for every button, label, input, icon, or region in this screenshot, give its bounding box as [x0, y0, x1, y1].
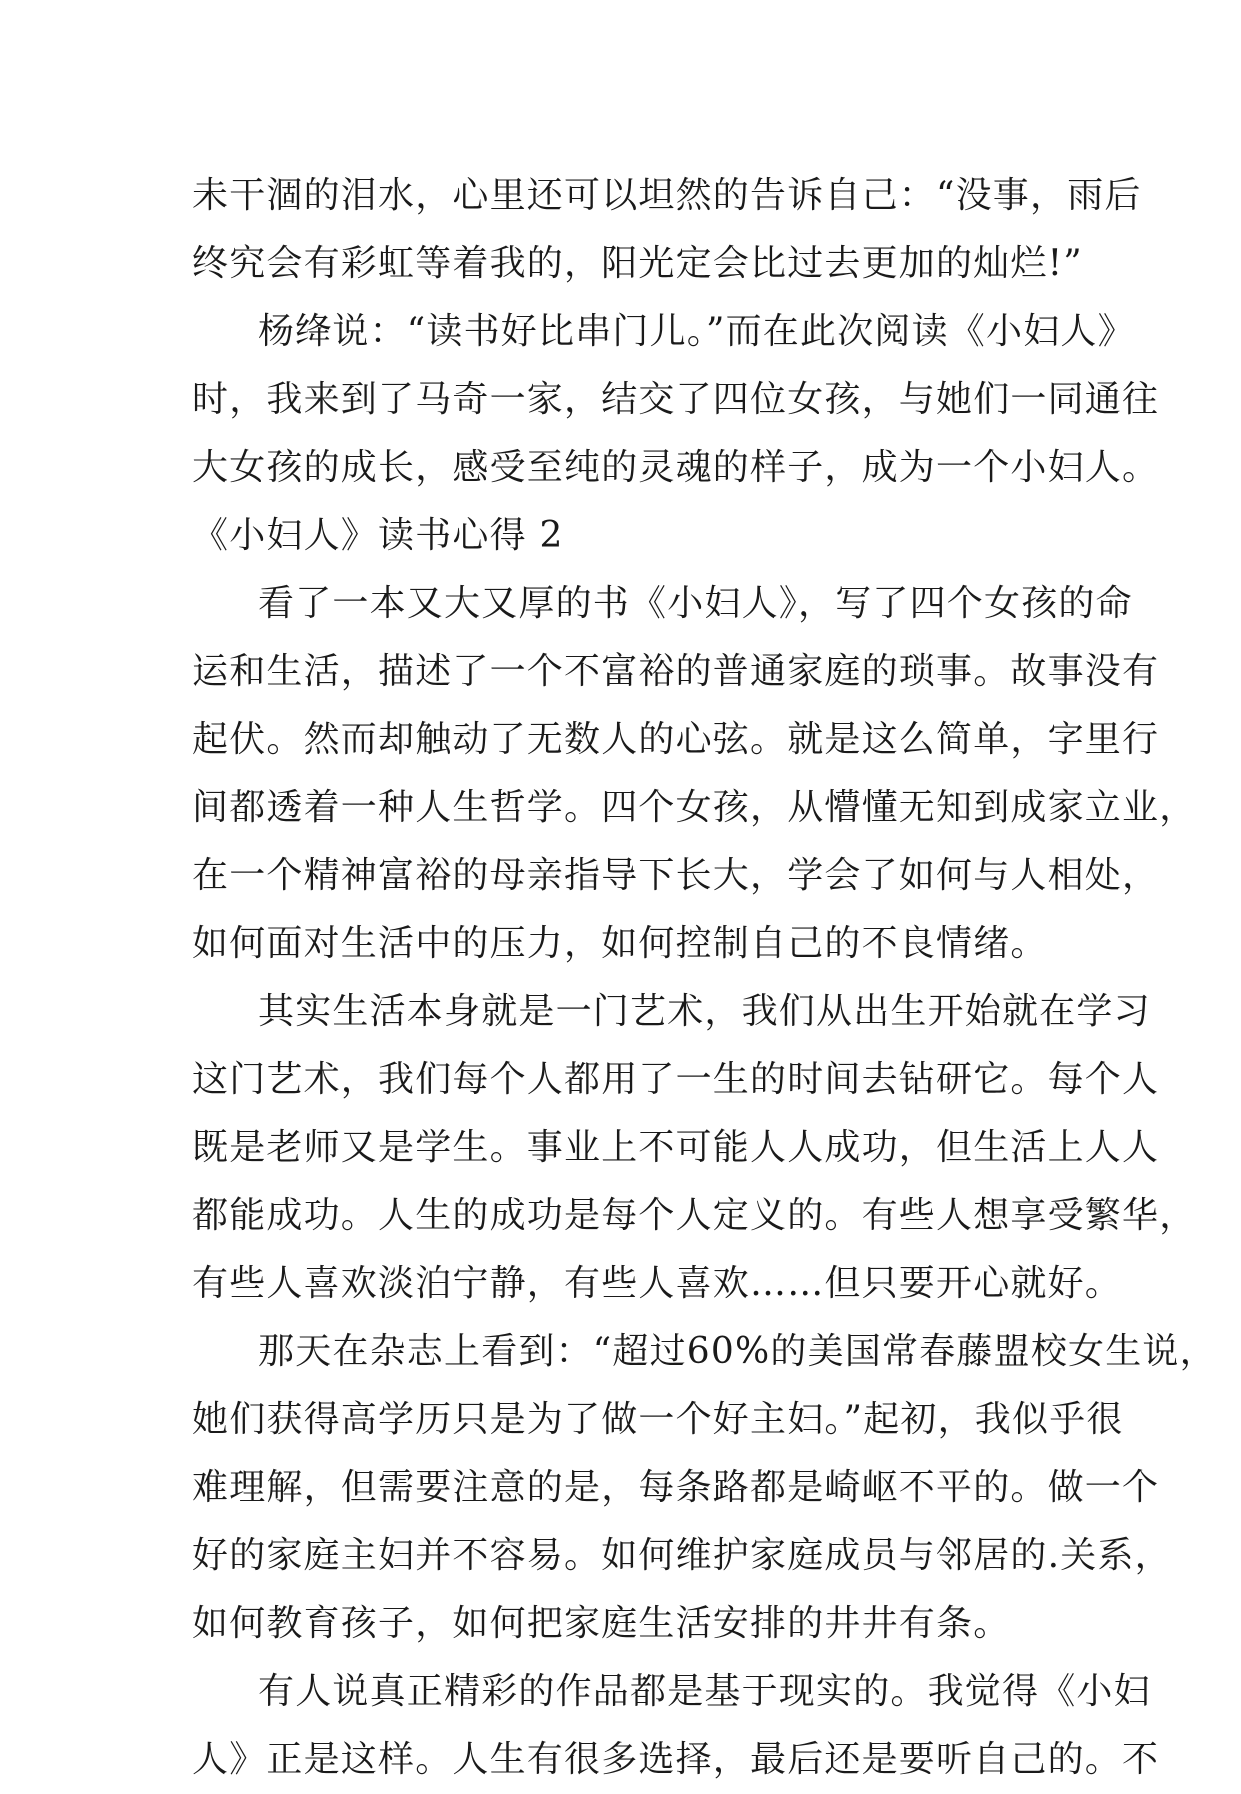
text-line: 在一个精神富裕的母亲指导下长大，学会了如何与人相处，: [192, 855, 1160, 896]
text-line: 人》正是这样。人生有很多选择，最后还是要听自己的。不: [192, 1739, 1160, 1780]
text-line: 这门艺术，我们每个人都用了一生的时间去钻研它。每个人: [192, 1059, 1160, 1100]
text-line: 时，我来到了马奇一家，结交了四位女孩，与她们一同通往: [192, 379, 1160, 420]
text-line: 其实生活本身就是一门艺术，我们从出生开始就在学习: [258, 991, 1151, 1032]
text-line: 看了一本又大又厚的书《小妇人》，写了四个女孩的命: [258, 583, 1133, 624]
text-line: 如何教育孩子，如何把家庭生活安排的井井有条。: [192, 1603, 1011, 1644]
text-line: 既是老师又是学生。事业上不可能人人成功，但生活上人人: [192, 1127, 1160, 1168]
text-line: 起伏。然而却触动了无数人的心弦。就是这么简单，字里行: [192, 719, 1160, 760]
text-line: 杨绛说：“读书好比串门儿。”而在此次阅读《小妇人》: [258, 311, 1135, 352]
text-line: 那天在杂志上看到：“超过60%的美国常春藤盟校女生说，: [258, 1331, 1217, 1372]
text-line: 未干涸的泪水，心里还可以坦然的告诉自己：“没事，雨后: [192, 175, 1142, 216]
text-line: 好的家庭主妇并不容易。如何维护家庭成员与邻居的.关系，: [192, 1535, 1172, 1576]
text-line: 如何面对生活中的压力，如何控制自己的不良情绪。: [192, 923, 1048, 964]
text-line: 她们获得高学历只是为了做一个好主妇。”起初，我似乎很: [192, 1399, 1124, 1440]
text-line: 都能成功。人生的成功是每个人定义的。有些人想享受繁华，: [192, 1195, 1197, 1236]
document-body: [192, 162, 1217, 1794]
section-heading: 《小妇人》读书心得 2: [192, 515, 564, 556]
text-line: 难理解，但需要注意的是，每条路都是崎岖不平的。做一个: [192, 1467, 1160, 1508]
text-line: 有些人喜欢淡泊宁静，有些人喜欢……但只要开心就好。: [192, 1263, 1123, 1304]
text-line: 间都透着一种人生哲学。四个女孩，从懵懂无知到成家立业，: [192, 787, 1197, 828]
text-line: 运和生活，描述了一个不富裕的普通家庭的琐事。故事没有: [192, 651, 1160, 692]
text-line: 终究会有彩虹等着我的，阳光定会比过去更加的灿烂!”: [192, 243, 1083, 284]
text-line: 有人说真正精彩的作品都是基于现实的。我觉得《小妇: [258, 1671, 1151, 1712]
text-line: 大女孩的成长，感受至纯的灵魂的样子，成为一个小妇人。: [192, 447, 1160, 488]
